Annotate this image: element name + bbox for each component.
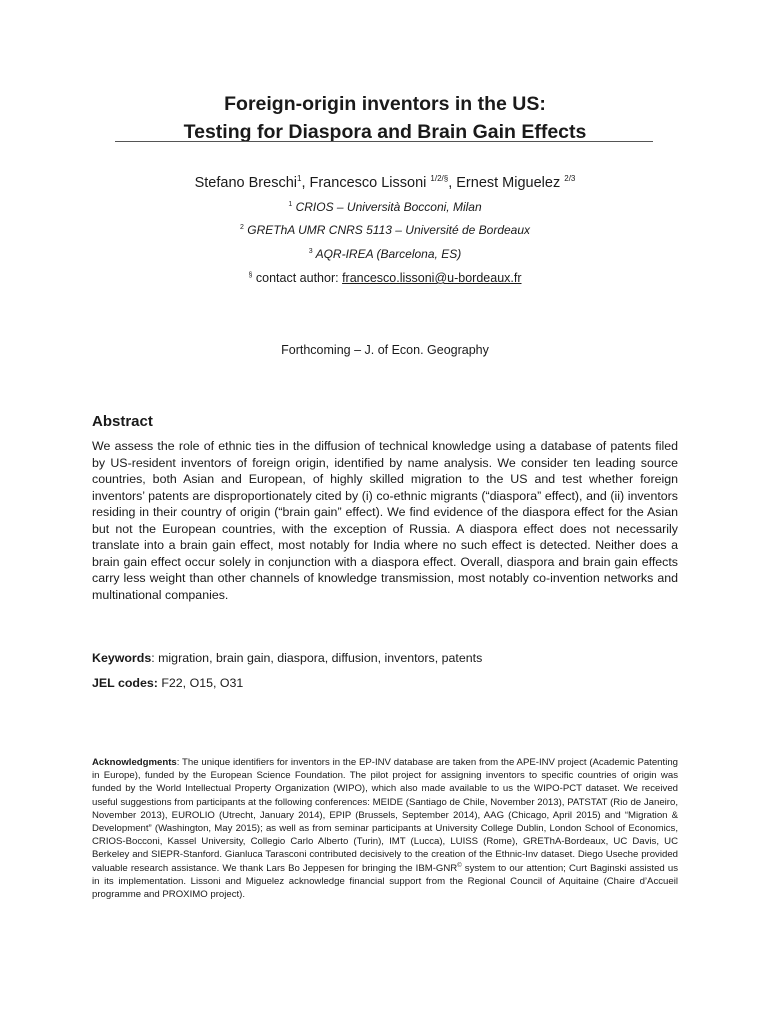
author-list	[92, 173, 678, 193]
author-name: Francesco Lissoni	[309, 175, 431, 191]
jel-text: F22, O15, O31	[157, 676, 244, 690]
author-separator: ,	[448, 175, 457, 191]
contact-superscript: §	[248, 272, 253, 279]
abstract-text: We assess the role of ethnic ties in the diffusion of technical knowledge using a database of patents filed by US-resident inventors of foreign origin, identified by name analysis. We consider ten leading source countries, both Asian and European, of highly skilled migration to the US and test whether foreign inventors’ patents are disproportionately cited by (i) co-ethnic migrants (“diaspora” effect), and (ii) inventors residing in their country of origin (“brain gain” effect). We find evidence of the diaspora effect for the Asian but not the European countries, with the exception of Russia. A diaspora effect does not necessarily translate into a brain gain effect, most notably for India where no such effect is detected. Neither does a brain gain effect occur solely in conjunction with a diaspora effect. Overall, diaspora and brain gain effects carry less weight than other channels of knowledge transmission, most notably co-invention networks and multinational companies.	[92, 439, 678, 602]
jel-label: JEL codes:	[92, 676, 158, 690]
affiliation-superscript: 3	[308, 248, 313, 255]
author-name: Stefano Breschi	[194, 175, 297, 191]
affiliation-text: GREThA UMR CNRS 5113 – Université de Bordeaux	[247, 223, 531, 237]
affiliation-superscript: 1	[288, 201, 293, 208]
keywords-text: : migration, brain gain, diaspora, diffusion, inventors, patents	[151, 651, 483, 665]
author-superscript: 1	[296, 174, 302, 183]
contact-label: contact author:	[255, 271, 343, 285]
affiliation-2	[92, 222, 678, 238]
acknowledgments-text: : The unique identifiers for inventors in the EP-INV database are taken from the APE-INV project (Academic Patenting in Europe), funded by the European Science Foundation. The pilot project for assigning inventors to specific countries of origin was funded by the World Intellectual Property Organization (WIPO), which also made available to us the WIPO-PCT dataset. We received useful suggestions from participants at the following conferences: MEIDE (Santiago de Chile, November 2013), PATSTAT (Rio de Janeiro, November 2013), EUROLIO (Utrecht, January 2014), EPIP (Brussels, September 2014), AAG (Chicago, April 2015) and “Migration & Development” (Washington, May 2015); as well as from seminar participants at University College Dublin, London School of Economics, CRIOS-Bocconi, Kassel University, Collegio Carlo Alberto (Turin), IMT (Lucca), LUISS (Rome), GREThA-Bordeaux, UC Davis, UC Berkeley and SIEPR-Stanford. Gianluca Tarasconi contributed decisively to the creation of the Ethnic-Inv dataset. Diego Useche provided valuable research assistance. We thank Lars Bo Jeppesen for bringing the IBM-GNR	[92, 757, 678, 874]
affiliation-text: AQR-IREA (Barcelona, ES)	[315, 247, 462, 261]
acknowledgments	[92, 756, 678, 901]
abstract-heading: Abstract	[92, 413, 153, 430]
acknowledgments-text-end: system to our attention; Curt Baginski assisted us in its implementation. Lissoni and Miguelez acknowledge financial support from the Regional Council of Aquitaine (Chaire d’Accueil programme and PROXIMO project).	[92, 862, 678, 901]
title-line-2: Testing for Diaspora and Brain Gain Effects	[183, 121, 587, 143]
jel-codes	[92, 675, 678, 691]
acknowledgments-superscript: ©	[457, 862, 462, 869]
keywords-label: Keywords	[92, 651, 152, 665]
paper-title	[92, 90, 678, 146]
keywords	[92, 650, 678, 666]
affiliation-text: CRIOS – Università Bocconi, Milan	[295, 200, 482, 214]
author-superscript: 2/3	[564, 174, 576, 183]
affiliation-1	[92, 199, 678, 215]
author-separator: ,	[301, 175, 310, 191]
contact-author	[92, 270, 678, 286]
affiliation-3	[92, 246, 678, 262]
contact-email-link[interactable]: francesco.lissoni@u-bordeaux.fr	[342, 271, 522, 285]
publication-status: Forthcoming – J. of Econ. Geography	[281, 343, 489, 357]
title-line-1: Foreign-origin inventors in the US:	[224, 93, 546, 115]
author-superscript: 1/2/§	[430, 174, 449, 183]
author-name: Ernest Miguelez	[456, 175, 565, 191]
title-divider	[115, 141, 653, 142]
affiliation-superscript: 2	[239, 224, 244, 231]
acknowledgments-label: Acknowledgments	[92, 757, 177, 768]
